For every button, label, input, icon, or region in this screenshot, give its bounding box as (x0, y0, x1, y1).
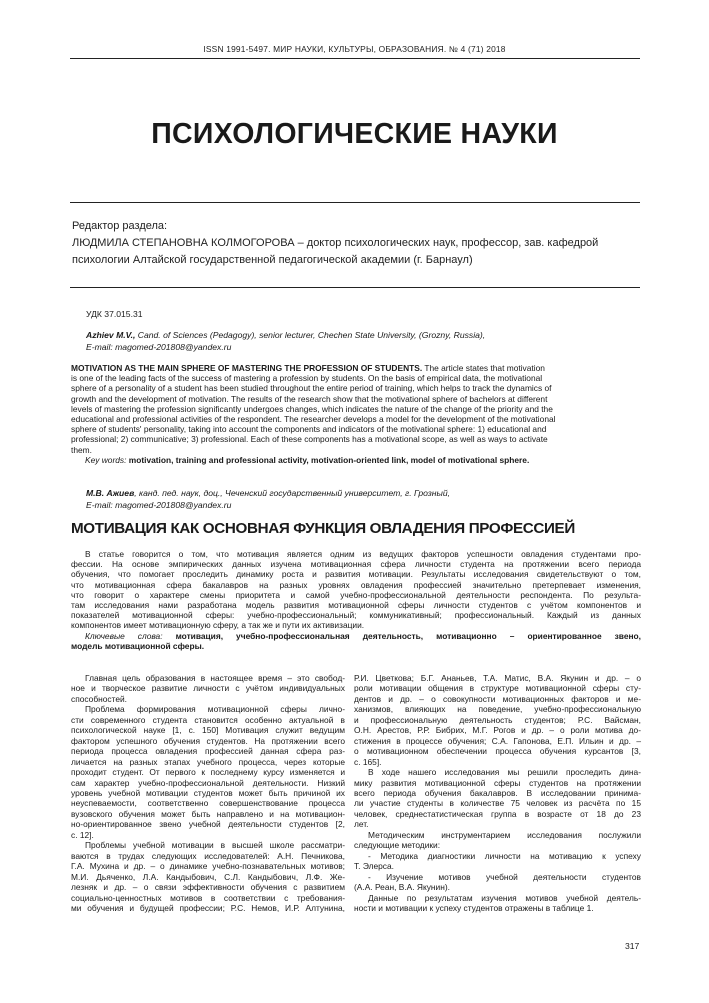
udc-code: УДК 37.015.31 (86, 309, 143, 319)
body-line: Методическим инструментарием исследования послужили (368, 829, 641, 840)
body-line: Т. Элерса. (354, 861, 394, 872)
body-line: с. 165]. (354, 756, 382, 767)
body-line: проходит студент. От первого к последнему курсу изменяется и (71, 767, 345, 778)
abstract-line-ru: В статье говорится о том, что мотивация является одним из ведущих факторов успешности овладения студентами про- (85, 549, 641, 559)
body-line: роли мотивации общения в структуре мотивационной сферы сту- (354, 683, 641, 694)
body-line: вузовского обучения может быть направлено и на мотивацион- (71, 808, 345, 819)
body-line: сти современного студента становится особенно актуальной в (71, 714, 345, 725)
body-line: Проблема формирования мотивационной сферы лично- (85, 704, 345, 715)
body-line: ли участие студенты в количестве 75 человек из расчёта по 15 (354, 798, 641, 809)
body-line: способностей. (71, 693, 127, 704)
abstract-line-en: them. (71, 444, 92, 455)
body-line: о мотивационном обеспечении процесса обучения курсантов [3, (354, 746, 641, 757)
header-rule (70, 58, 640, 59)
editor-label: Редактор раздела: (72, 220, 168, 232)
body-line: М.И. Дьяченко, Л.А. Кандыбович, С.Л. Кандыбович, Л.Ф. Же- (71, 871, 345, 882)
body-line: психологической науке [1, с. 150] Мотивация служит ведущим (71, 725, 345, 736)
abstract-line-ru: там исследования нами разработана модель развития мотивационной сферы личности студентов с учётом компонентов и (71, 600, 641, 611)
abstract-line-en: levels of mastering the profession significantly undergoes changes, which indicates the nature of the change of the priority and the (71, 403, 553, 414)
body-line: сам характер учебно-профессиональной деятельности. Низкий (71, 777, 345, 788)
abstract-line-ru: обучения, что помогает проследить динамику роста и развития мотивации. Результаты исследования свидетельствуют о том, (71, 569, 641, 580)
editor-line: психологии Алтайской государственной педагогической академии (г. Барнаул) (72, 254, 473, 266)
body-line: Р.И. Цветкова; Б.Г. Ананьев, Т.А. Матис, В.А. Якунин и др. – о (354, 673, 641, 683)
abstract-line-en: educational and professional activities of the respondent. The researcher develops a model for the development of the motivational (71, 414, 556, 425)
keywords-ru (71, 631, 641, 641)
abstract-line-ru: что мотивационная сфера бакалавров на разных уровнях овладения профессией значительно претерпевает изменения, (71, 579, 641, 590)
abstract-line-en: The article states that motivation (422, 363, 545, 373)
abstract-line-en: sphere of students' personality, taking into account the components and indicators of the motivational sphere: 1) educational and (71, 424, 547, 435)
body-line: ваются в трудах следующих исследователей: А.Н. Печникова, (71, 850, 345, 861)
author-name-en: Azhiev M.V., (86, 330, 136, 340)
body-line: В ходе нашего исследования мы решили проследить дина- (368, 767, 641, 778)
body-line: О.Н. Арестов, Р.Р. Бибрих, М.Г. Рогов и др. – о роли мотива до- (354, 725, 641, 736)
abstract-ru (71, 549, 641, 651)
body-line: социально-ценностных мотивов в соответствии с требования- (71, 892, 345, 903)
body-line: и профессиональную деятельность студентов; Р.С. Вайсман, (354, 714, 641, 725)
body-line: всего периода обучения бакалавров. В исследовании принима- (354, 787, 641, 798)
body-line: Данные по результатам изучения мотивов учебной деятель- (368, 892, 641, 903)
author-info-en (86, 330, 641, 353)
body-line: Г.А. Мухина и др. – о динамике учебно-познавательных мотивов; (71, 861, 345, 872)
abstract-line-ru: фессии. На основе эмпирических данных изучена мотивационная сфера личности студента на протяжении всего периода (71, 559, 641, 570)
body-line: фактором успешного обучения студентов. На протяжении всего (71, 735, 345, 746)
article-title: МОТИВАЦИЯ КАК ОСНОВНАЯ ФУНКЦИЯ ОВЛАДЕНИЯ ПРОФЕССИЕЙ (71, 520, 575, 537)
keywords-text-ru: модель мотивационной сферы. (71, 640, 205, 651)
body-line: ности и мотивации к успеху студентов отражены в таблице 1. (354, 902, 594, 913)
abstract-line-en: sphere of a personality of a student has been studied throughout the entire period of training, which helps to track the dynamics of (71, 383, 552, 394)
body-line: ное и творческое развитие личности с учётом индивидуальных (71, 683, 345, 694)
body-line: - Изучение мотивов учебной деятельности студентов (368, 871, 641, 882)
keywords-en (71, 455, 641, 465)
body-line: ханизмов, влияющих на поведение, учебно-профессиональную (354, 704, 641, 715)
keywords-text-ru: мотивация, учебно-профессиональная деятельность, мотивационно – ориентированное звено, (162, 630, 641, 641)
body-left-column (71, 673, 345, 913)
author-affiliation-ru: , канд. пед. наук, доц., Чеченский государственный университет, г. Грозный, (134, 488, 450, 498)
body-line: личается на разных этапах учебного процесса, через которые (71, 756, 345, 767)
body-line: - Методика диагностики личности на мотивацию к успеху (368, 850, 641, 861)
body-right-column (354, 673, 641, 913)
section-title: ПСИХОЛОГИЧЕСКИЕ НАУКИ (151, 118, 558, 150)
keywords-label-en: Key words: (85, 454, 127, 465)
editor-top-rule (70, 202, 640, 203)
keywords-ru-cont (71, 641, 641, 651)
body-line: Проблемы учебной мотивации в высшей школе рассматри- (85, 840, 345, 851)
keywords-label-ru: Ключевые слова: (85, 630, 163, 641)
body-line: следующие методики: (354, 840, 441, 851)
abstract-line-ru: что говорит о характере смены приоритета и самой учебно-профессиональной деятельности респондента. По результа- (71, 589, 641, 600)
keywords-text-en: motivation, training and professional activity, motivation-oriented link, model of motivational sphere. (126, 454, 530, 465)
body-line: но-ориентированное звено учебной деятельности студентов [2, (71, 819, 345, 830)
body-line: неуспеваемости, соответственно совершенствование процесса (71, 798, 345, 809)
body-line: периода процесса овладения профессией данная сфера раз- (71, 746, 345, 757)
section-editor (72, 218, 642, 269)
abstract-line-en: is one of the leading facts of the success of mastering a profession by students. On the basis of empirical data, the motivational (71, 373, 543, 384)
body-line: лет. (354, 819, 369, 830)
author-email-en: E-mail: magomed-201808@yandex.ru (86, 341, 232, 352)
body-line: мику развития мотивационной сферы студентов на протяжении (354, 777, 641, 788)
author-info-ru (86, 488, 641, 511)
author-affiliation-en: Cand. of Sciences (Pedagogy), senior lecturer, Chechen State University, (Grozny, Russia), (135, 330, 486, 340)
editor-bottom-rule (70, 287, 640, 288)
running-head: ISSN 1991-5497. МИР НАУКИ, КУЛЬТУРЫ, ОБРАЗОВАНИЯ. № 4 (71) 2018 (203, 44, 506, 54)
body-line: с. 12]. (71, 829, 94, 840)
abstract-line-ru: компонентов имеет мотивационную сферу, а так же и пути их активизации. (71, 620, 365, 631)
body-line: дентов и др. – о совокупности мотивационных факторов и ме- (354, 693, 641, 704)
body-line: человек, среднестатистическая группа в возрасте от 18 до 23 (354, 808, 641, 819)
abstract-line-en: growth and the development of motivation. The results of the research show that the motivational sphere of bachelors at different (71, 393, 548, 404)
abstract-line-ru: показателей мотивационной сферы: учебно-профессиональный; коммуникативный; профессиональный. Каждый из данных (71, 610, 641, 621)
abstract-line-en: professional; 2) communicative; 3) professional. Each of these components has a motivational scope, as well as ways to activate (71, 434, 548, 445)
body-line: лезняк и др. – о связи эффективности обучения с развитием (71, 882, 345, 893)
editor-line: ЛЮДМИЛА СТЕПАНОВНА КОЛМОГОРОВА – доктор психологических наук, профессор, зав. кафедрой (72, 237, 599, 249)
body-line: уровень учебной мотивации студентов может быть причиной их (71, 787, 345, 798)
abstract-title-en: MOTIVATION AS THE MAIN SPHERE OF MASTERING THE PROFESSION OF STUDENTS. (71, 363, 423, 373)
author-name-ru: М.В. Ажиев (86, 488, 135, 498)
page-number: 317 (625, 941, 640, 951)
body-line: Главная цель образования в настоящее время – это свобод- (85, 673, 345, 683)
abstract-en (71, 363, 641, 465)
author-email-ru: E-mail: magomed-201808@yandex.ru (86, 499, 232, 510)
body-line: стижения в процессе обучения; С.А. Гапонова, Е.П. Ильин и др. – (354, 735, 641, 746)
body-line: ми обучения и будущей профессии; Р.С. Немов, И.Р. Алтунина, (71, 902, 345, 913)
body-line: (А.А. Реан, В.А. Якунин). (354, 882, 450, 893)
